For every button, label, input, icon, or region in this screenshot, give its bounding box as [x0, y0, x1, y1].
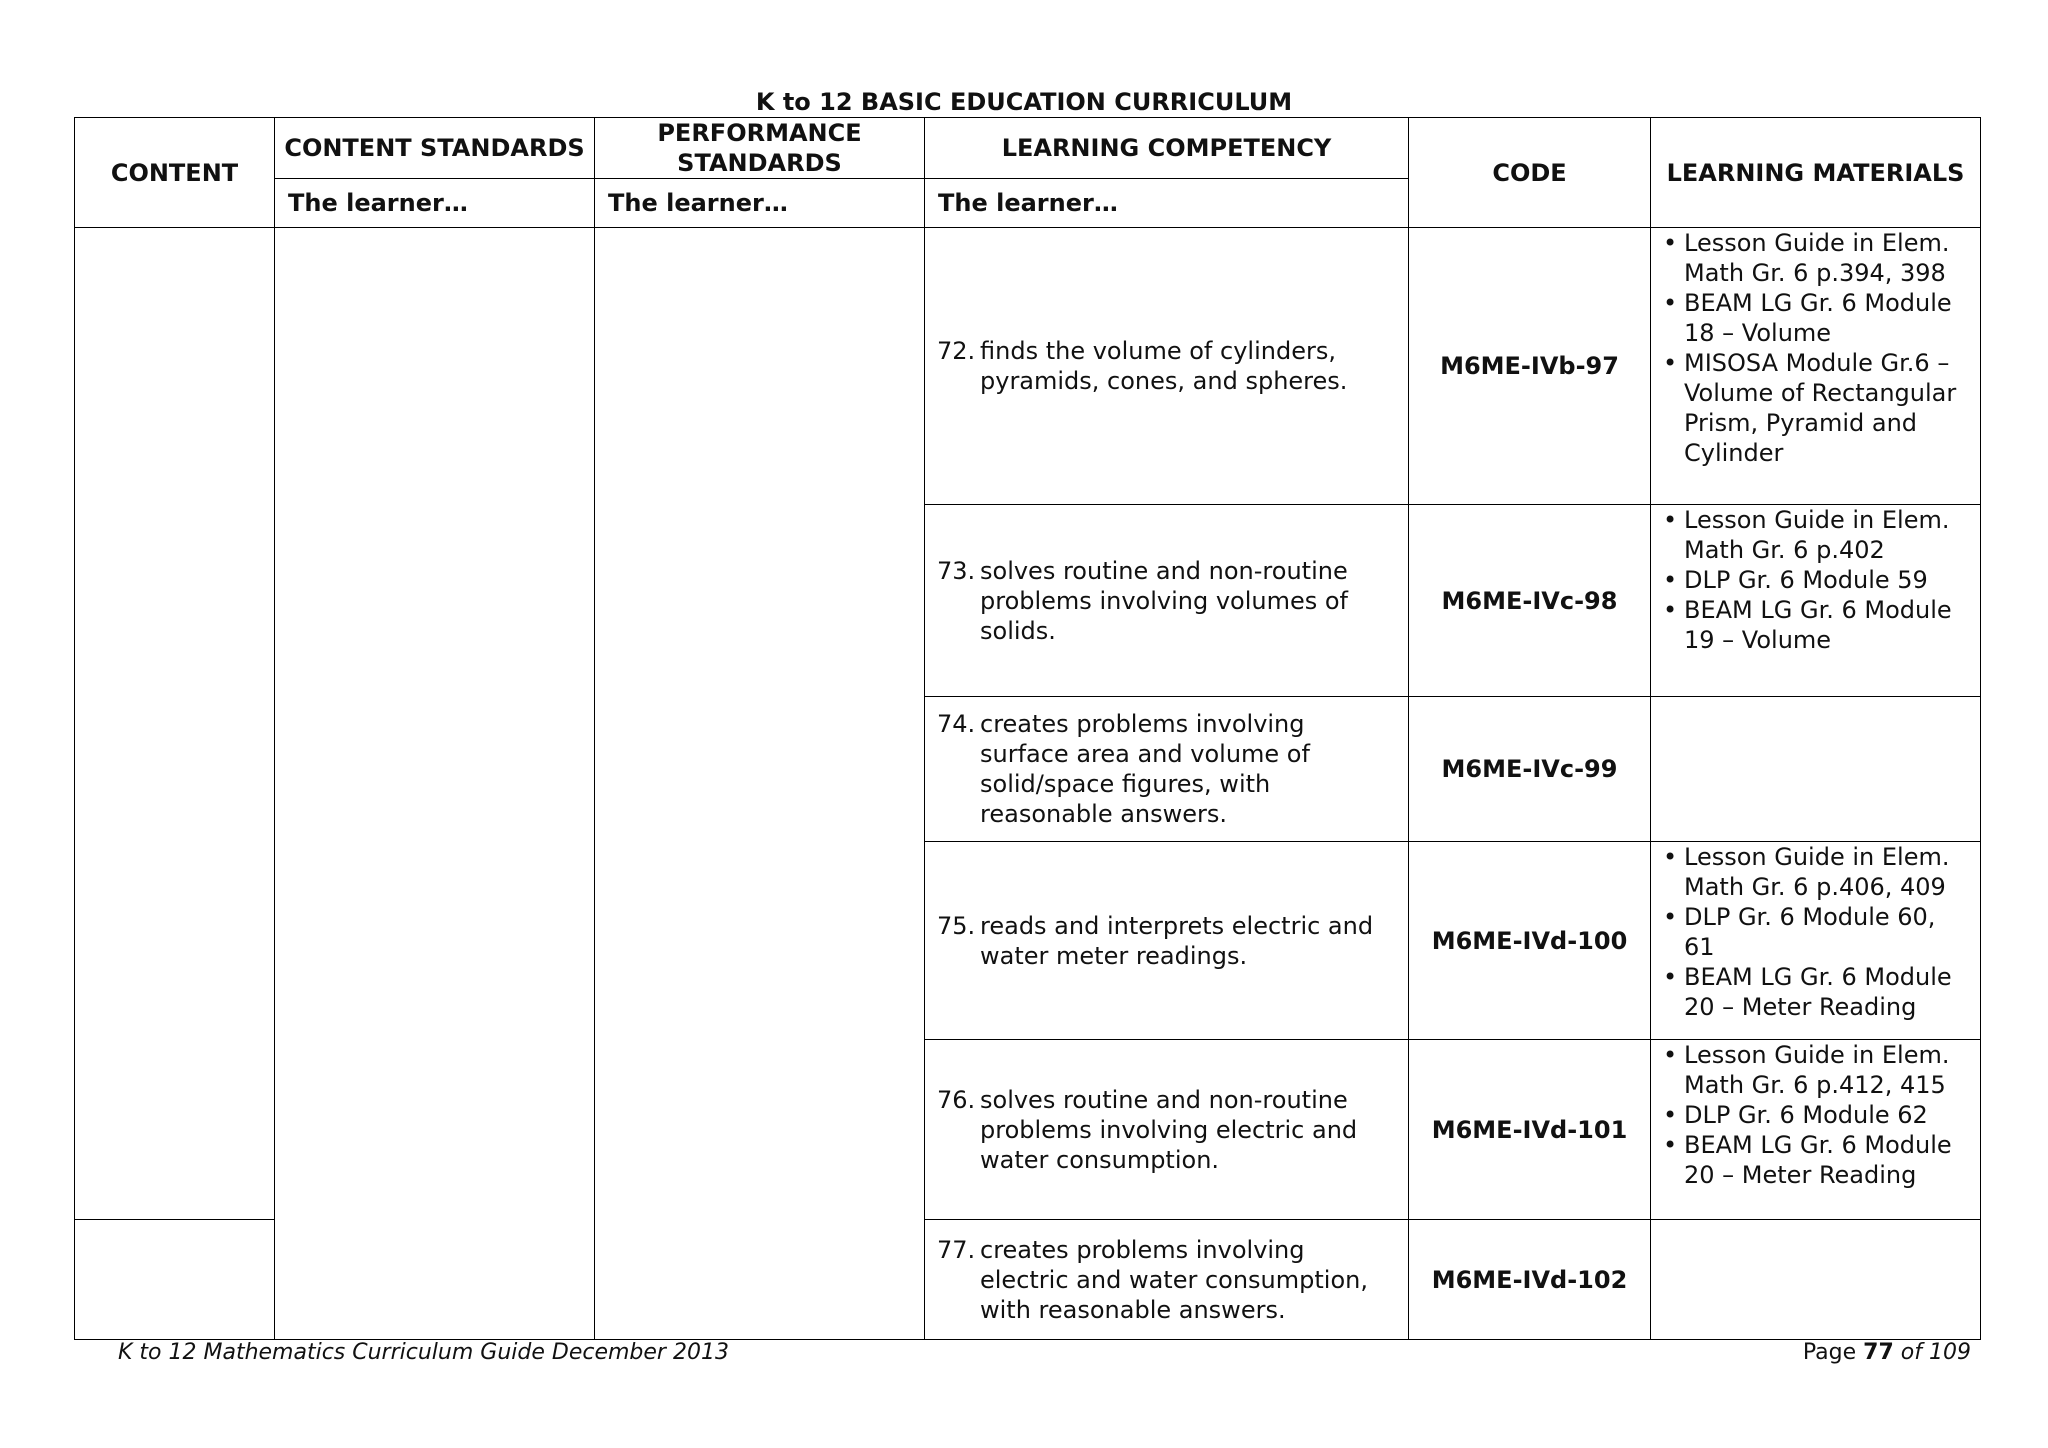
materials-cell [1651, 228, 1981, 505]
header-performance-standards: PERFORMANCE STANDARDS [595, 118, 925, 179]
competency-text: finds the volume of cylinders, pyramids, cones, and spheres. [980, 337, 1348, 395]
curriculum-table [74, 117, 1981, 1340]
bullet-icon: • [1663, 1101, 1678, 1129]
code-cell: M6ME-IVb-97 [1409, 228, 1651, 505]
materials-cell [1651, 842, 1981, 1040]
material-item: • DLP Gr. 6 Module 59 [1663, 566, 1928, 594]
material-item: • BEAM LG Gr. 6 Module 19 – Volume [1663, 596, 1952, 654]
competency-number: 73. [937, 556, 976, 585]
header-content-standards: CONTENT STANDARDS [275, 118, 595, 179]
performance-standards-cell [595, 228, 925, 1340]
header-learning-competency: LEARNING COMPETENCY [925, 118, 1409, 179]
subheader-learner-lc: The learner… [925, 179, 1409, 228]
document-title: K to 12 BASIC EDUCATION CURRICULUM [755, 88, 1293, 116]
bullet-icon: • [1663, 349, 1678, 377]
footer-guide-title: K to 12 Mathematics Curriculum Guide December 2013 [118, 1340, 729, 1365]
header-row [75, 118, 1981, 179]
competency-cell [925, 505, 1409, 697]
header-learning-materials: LEARNING MATERIALS [1651, 118, 1981, 228]
material-item: • BEAM LG Gr. 6 Module 20 – Meter Reading [1663, 963, 1952, 1021]
competency-cell [925, 1220, 1409, 1340]
material-item: • BEAM LG Gr. 6 Module 18 – Volume [1663, 289, 1952, 347]
bullet-icon: • [1663, 843, 1678, 871]
code-cell: M6ME-IVd-101 [1409, 1040, 1651, 1220]
content-standards-cell [275, 228, 595, 1340]
content-cell [75, 228, 275, 1220]
material-item: • DLP Gr. 6 Module 62 [1663, 1101, 1928, 1129]
competency-text: creates problems involving surface area and volume of solid/space figures, with reasonable answers. [980, 710, 1310, 828]
material-item: • BEAM LG Gr. 6 Module 20 – Meter Reading [1663, 1131, 1952, 1189]
competency-cell [925, 1040, 1409, 1220]
page-total: of 109 [1900, 1340, 1971, 1365]
subheader-learner-cs: The learner… [275, 179, 595, 228]
material-item: • Lesson Guide in Elem. Math Gr. 6 p.402 [1663, 506, 1950, 564]
material-item: • MISOSA Module Gr.6 – Volume of Rectangular Prism, Pyramid and Cylinder [1663, 349, 1957, 467]
competency-cell [925, 228, 1409, 505]
competency-number: 72. [937, 337, 976, 365]
subheader-learner-ps: The learner… [595, 179, 925, 228]
bullet-icon: • [1663, 229, 1678, 257]
competency-number: 74. [937, 710, 976, 738]
competency-number: 77. [937, 1235, 976, 1264]
materials-cell [1651, 505, 1981, 697]
competency-cell [925, 842, 1409, 1040]
competency-number: 76. [937, 1085, 976, 1114]
bullet-icon: • [1663, 596, 1678, 624]
page-current: 77 [1863, 1340, 1894, 1365]
bullet-icon: • [1663, 903, 1678, 931]
page-label: Page [1802, 1340, 1857, 1365]
material-item: • DLP Gr. 6 Module 60, 61 [1663, 903, 1936, 961]
footer-page-number [1803, 1340, 1971, 1365]
bullet-icon: • [1663, 506, 1678, 534]
competency-number: 75. [937, 911, 976, 940]
competency-text: reads and interprets electric and water meter readings. [980, 911, 1374, 970]
competency-text: solves routine and non-routine problems involving electric and water consumption. [980, 1085, 1358, 1174]
competency-text: solves routine and non-routine problems involving volumes of solids. [980, 556, 1348, 645]
materials-cell [1651, 697, 1981, 842]
content-cell [75, 1220, 275, 1340]
bullet-icon: • [1663, 963, 1678, 991]
bullet-icon: • [1663, 1131, 1678, 1159]
code-cell: M6ME-IVc-98 [1409, 505, 1651, 697]
materials-cell [1651, 1040, 1981, 1220]
header-code: CODE [1409, 118, 1651, 228]
code-cell: M6ME-IVd-100 [1409, 842, 1651, 1040]
materials-cell [1651, 1220, 1981, 1340]
bullet-icon: • [1663, 289, 1678, 317]
competency-cell [925, 697, 1409, 842]
competency-text: creates problems involving electric and water consumption, with reasonable answers. [980, 1235, 1368, 1324]
code-cell: M6ME-IVd-102 [1409, 1220, 1651, 1340]
header-content: CONTENT [75, 118, 275, 228]
bullet-icon: • [1663, 1041, 1678, 1069]
material-item: • Lesson Guide in Elem. Math Gr. 6 p.412, 415 [1663, 1041, 1950, 1099]
code-cell: M6ME-IVc-99 [1409, 697, 1651, 842]
material-item: • Lesson Guide in Elem. Math Gr. 6 p.406, 409 [1663, 843, 1950, 901]
bullet-icon: • [1663, 566, 1678, 594]
table-row [75, 228, 1981, 505]
material-item: • Lesson Guide in Elem. Math Gr. 6 p.394, 398 [1663, 229, 1950, 287]
